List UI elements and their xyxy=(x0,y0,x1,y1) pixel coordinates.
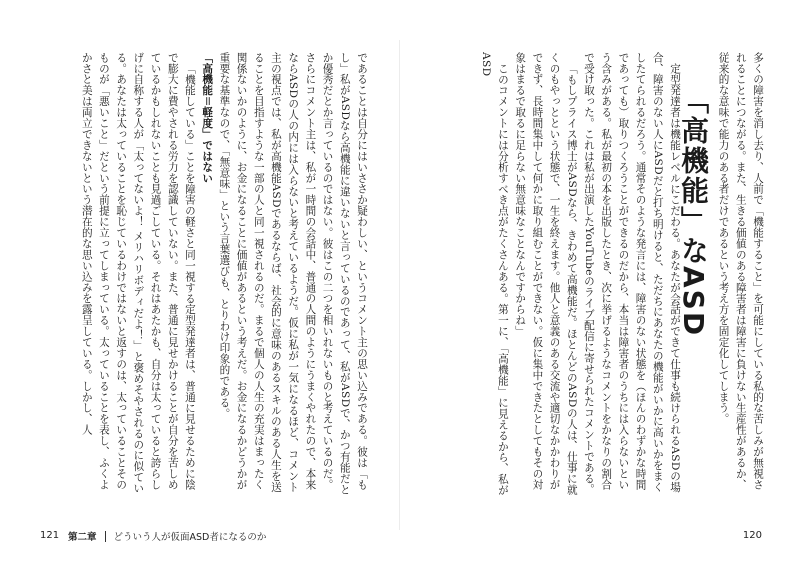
subheading xyxy=(198,52,215,499)
chapter-title: どういう人が仮面ASD者になるのか xyxy=(113,532,267,543)
right-page-carryover xyxy=(714,52,766,499)
quote-paragraph: 「もしプライス博士がASDなら、きわめて高機能だ。ほとんどのASDの人は、仕事に就くのもやっとという状態で、一生を終えます。他人と意義のある交流や適切なかかわりができず、長時間集中して何かに取り組むことができない。仮に集中できたとしてもその対象はまるで取るに足らない無意味なことなんですからね」 xyxy=(514,52,578,495)
right-page-body xyxy=(477,52,683,499)
body-paragraph: 定型発達者は機能レベルにこだわる。あなたが会話ができて仕事も続けられるASDの場合、障害のない人にASDだと打ち明けると、ただちにあなたの機能がいかに高いかをまくしたてられるだろう。通常そのような発言には、障害のない状態を（ほんのわずかな時間であっても）取りつくろうことができるのだから、本当は障害者のうちには入らないという含みがある。私が最初の本を出版したとき、次に挙げるようなコメントをかなりの割合で受け取った。これは私が出演したYouTubeのライブ配信に寄せられたコメントである。 xyxy=(582,52,681,495)
body-paragraph: 「機能している」ことを障害の軽さと同一視する定型発達者は、普通に見せるために陰で膨大に費やされる労力を認識していない。また、普通に見せかけることが自分を苦しめているかもしれないことも見過ごしている。それはあたかも、自分は太っていると誇らしげに自称する人が「太ってないよ！ メリハリボディだよ！」と褒めそやされるのに似ている。あなたは太っていることを恥じているわけではないと返すのは、太っていることそのものが「悪いこと」だという前提に立ってしまっている。太っていることを表し、ふくよかさと美は両立できないという潜在的な思い込みを露呈している。しかし、人 xyxy=(80,52,196,494)
page-number-right: 120 xyxy=(742,530,762,541)
body-paragraph: であることは自分にはいささか疑わしい、というコメント主の思い込みである。彼は「もし」私がASDなら高機能に違いないと言っているのであって、私がASDで、かつ有能だとか優秀だとか言っているのではない。彼はこの二つを相いれないものと考えているのだ。さらにコメント主は、私が一時間の会話中、普通の人間のようにうまくやれたので、本来ならASDの人の内には入らないと考えているようだ。仮に私が一気になるほど、コメント主の視点では、私が高機能ASDであるならば、社会的に意味のあるスキルのある人生を送ることを目指すような一部の人と同一視されるのだ。まるで個人の人生の充実はまったく関係ないかのように、お金になることに価値があるという考えだ。お金になるかどうかが重要な基準なので、「無意味」という言葉選びも、とりわけ印象的である。 xyxy=(218,52,368,496)
body-paragraph: このコメントには分析すべき点がたくさんある。第一に、「高機能」に見えるから、私がASD xyxy=(479,52,509,496)
chapter-label: 第二章 xyxy=(68,532,97,543)
page-number-left: 121 xyxy=(40,530,60,541)
running-head xyxy=(68,529,266,543)
gutter xyxy=(399,40,400,530)
left-page-body xyxy=(78,52,370,499)
running-head-separator xyxy=(105,531,106,542)
section-heading-text: 「高機能」なASD xyxy=(677,86,710,338)
carryover-paragraph: 多くの障害を消し去り、人前で「機能すること」を可能にしている私的な苦しみが無視されることにつながる。また、生きる価値のある障害者は障害に負けない生産性があるか、従来的な意味で能力のある者だけであるという考え方を固定化してしまう。 xyxy=(717,52,764,490)
subheading-text: 「高機能＝軽度」ではない xyxy=(201,52,214,184)
